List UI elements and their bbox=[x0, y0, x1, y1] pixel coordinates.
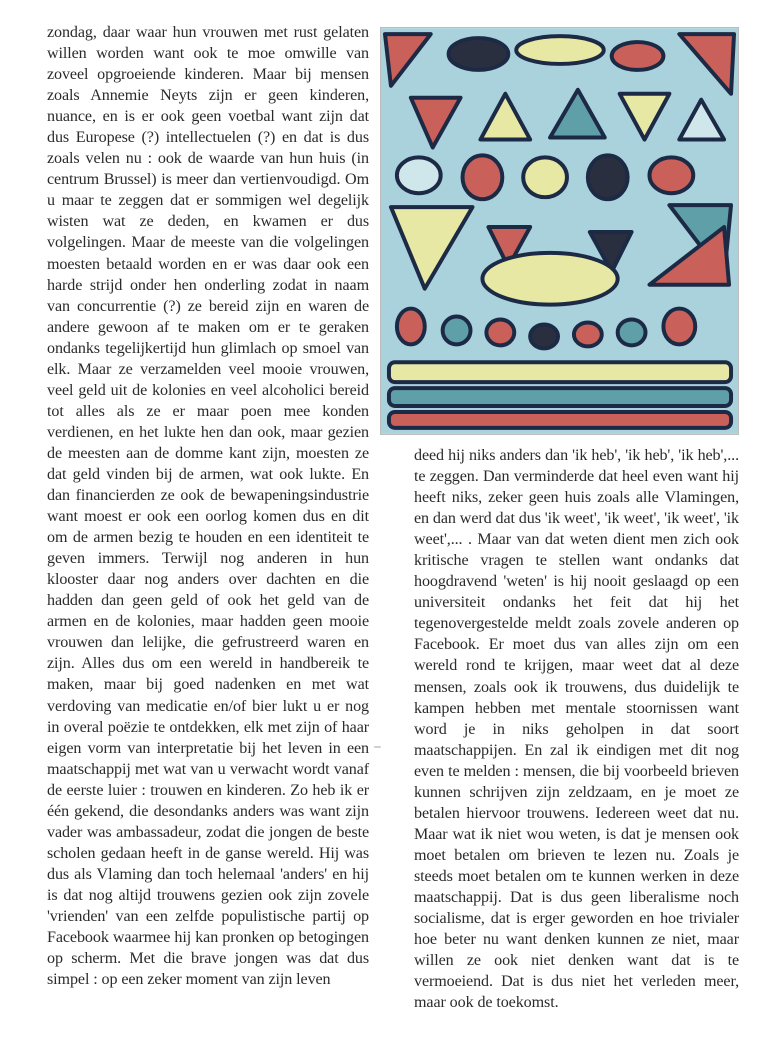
artwork-teal-oval bbox=[443, 317, 471, 345]
artwork-stripe bbox=[389, 412, 731, 428]
artwork-red-oval bbox=[486, 320, 514, 346]
artwork-red-oval bbox=[663, 309, 695, 345]
left-text-column bbox=[47, 22, 369, 990]
artwork-teal-oval bbox=[618, 320, 646, 346]
artwork-dark-oval bbox=[588, 155, 628, 199]
right-text-column bbox=[414, 445, 739, 1013]
artwork-pale-oval bbox=[397, 157, 441, 193]
artwork-yellow-oval bbox=[523, 157, 567, 197]
artwork-dark-oval bbox=[530, 324, 558, 348]
right-column-paragraph: deed hij niks anders dan 'ik heb', 'ik heb', 'ik heb',... te zeggen. Dan verminderde dat heel even want hij heeft niks, zeker geen huis zoals alle Vlamingen, en dan werd dat dus 'ik weet', 'ik weet', 'ik weet', 'ik weet',... . Maar van dat weten dient men zich ook kritische vragen te stellen want ondanks dat hoogdravend 'weten' is hij nooit geslaagd op een universiteit ondanks het feit dat hij het tegenovergestelde meldt zoals zovele anderen op Facebook. Er moet dus van alles zijn om een wereld rond te krijgen, maar weet dat al deze mensen, zoals ook ik trouwens, dus duidelijk te kampen hebben met mentale stoornissen want word je in niks geholpen in dat soort maatschappijen. En zal ik eindigen met dit nog even te melden : mensen, die bij voorbeeld brieven kunnen schrijven zijn zeldzaam, en je moet ze betalen hiervoor trouwens. Iedereen weet dat nu. Maar wat ik niet wou weten, is dat je mensen ook moet betalen om brieven te lezen nu. Zoals je steeds moet betalen om te kunnen werken in deze maatschappij. Dat is dus geen liberalisme noch socialisme, dat is erger geworden en hoe trivialer hoe beter nu want denken kunnen ze niet, maar willen ze ook niet denken want dat is te vermoeiend. Dat is dus niet het verleden meer, maar ook de toekomst. bbox=[414, 447, 739, 1012]
artwork-stripe bbox=[389, 362, 731, 382]
artwork-red-oval bbox=[574, 322, 602, 346]
artwork-large-yellow-oval bbox=[482, 253, 617, 305]
artwork-red-oval bbox=[397, 309, 425, 345]
artwork-drawing bbox=[381, 28, 738, 434]
artwork-yellow-oval bbox=[516, 36, 604, 64]
artwork-dark-oval bbox=[449, 38, 509, 70]
artwork-red-oval bbox=[649, 157, 693, 193]
abstract-artwork-image bbox=[380, 27, 739, 435]
artwork-red-oval bbox=[463, 155, 503, 199]
left-column-paragraph: zondag, daar waar hun vrouwen met rust gelaten willen worden want ook te moe omwille van zoveel opgroeiende kinderen. Maar bij mensen zoals Annemie Neyts zijn er geen kinderen, nuance, en is er ook geen voetbal want zijn dat dus Europese (?) intellectuelen (?) en dat is dus zoals velen nu : ook de waarde van hun huis (in centrum Brussel) is meer dan vertienvoudigd. Om u maar te zeggen dat er sommigen wel degelijk wisten wat ze deden, en kwamen er dus volgelingen. Maar de meeste van die volgelingen moesten betaald worden en er was daar ook een harde strijd onder hen onderling zodat in naam van concurrentie (?) ze bereid zijn en waren de andere gewoon af te maken om er te geraken ondanks tegelijkertijd hun glimlach op smoel van elk. Maar ze verzamelden veel mooie vrouwen, veel geld uit de kolonies en veel alcoholici bereid tot alles als ze er maar poen mee konden verdienen, en het lukte hen dan ook, maar gezien de meesten aan de domme kant zijn, moesten ze dat geld vinden bij de armen, wat ook lukte. En dan financierden ze ook de bewapeningsindustrie want moest er ook een oorlog komen dus en dit om de armen bezig te houden en een identiteit te geven immers. Terwijl nog anderen in hun klooster daar nog anders over dachten en die hadden dan geen geld of ook het geld van de armen en de kolonies, maar hadden geen mooie vrouwen dan lelijke, die gefrustreerd waren en zijn. Alles dus om een wereld in handbereik te maken, maar bij goed nadenken en met wat verdoving van medicatie en/of bier lukt u er nog in overal poëzie te ontdekken, elk met zijn of haar eigen vorm van interpretatie bij het leven in een maatschappij met wat van u verwacht wordt vanaf de eerste luier : trouwen en kinderen. Zo heb ik er één gekend, die desondanks anders was want zijn vader was ambassadeur, zodat die jongen de beste scholen gedaan heeft in de ganse wereld. Hij was dus als Vlaming dan toch helemaal 'anders' en hij is dat nog altijd trouwens gezien ook zijn zovele 'vrienden' van een zelfde populistische partij op Facebook waarmee hij kan pronken op betogingen op scherm. Met die brave jongen was dat dus simpel : op een zeker moment van zijn leven bbox=[47, 24, 369, 989]
artwork-red-oval bbox=[612, 42, 664, 70]
scan-mark bbox=[374, 746, 381, 748]
artwork-stripe bbox=[389, 388, 731, 406]
